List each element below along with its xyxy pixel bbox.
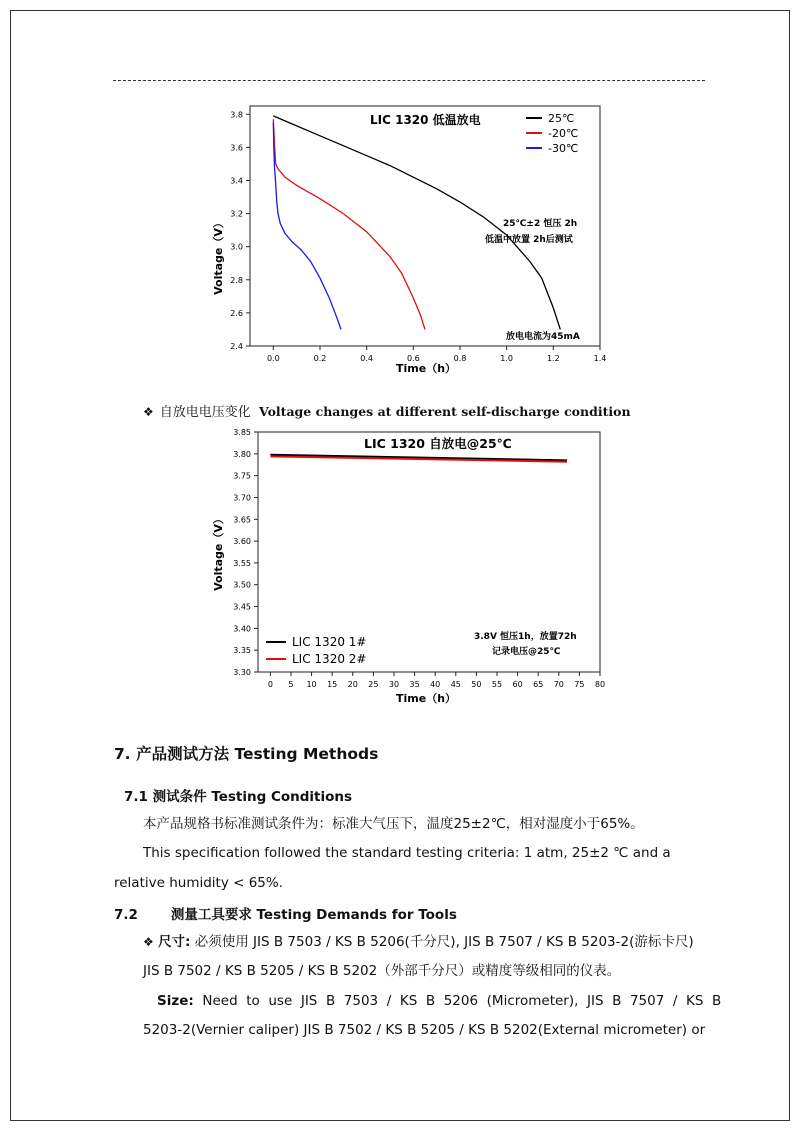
c2-ytick-label: 3.70 — [233, 493, 251, 503]
s71-en-line-1: This specification followed the standard testing criteria: 1 atm, 25±2 ℃ and a — [143, 845, 671, 861]
c2-xtick-label: 40 — [430, 680, 441, 689]
c1-legend-label-1: -20℃ — [548, 127, 579, 140]
s72-size-cn-line-1 — [143, 933, 694, 951]
c1-ytick-label: 3.0 — [230, 242, 243, 252]
chart2-annotation-2: 记录电压@25℃ — [492, 647, 561, 657]
c1-ytick-label: 2.6 — [230, 308, 243, 318]
c2-xtick-label: 70 — [553, 680, 564, 689]
chart2-title: LIC 1320 自放电@25℃ — [364, 436, 512, 451]
c2-ytick-label: 3.50 — [233, 580, 251, 590]
c1-ytick-label: 3.6 — [230, 143, 243, 153]
chart1-annotation-1: 25℃±2 恒压 2h — [503, 219, 578, 229]
chart1-annotation-3: 放电电流为45mA — [506, 332, 580, 342]
c2-legend-label-1: LIC 1320 2# — [292, 652, 367, 666]
s72-size-cn-label: 尺寸: — [158, 934, 191, 950]
caption-cn: 自放电电压变化 — [159, 405, 251, 420]
c2-ytick-label: 3.65 — [233, 515, 251, 525]
c2-ytick-label: 3.35 — [233, 646, 251, 656]
c1-ytick-label: 3.2 — [230, 209, 243, 219]
c1-xtick-label: 0.0 — [266, 354, 280, 363]
c1-xtick-label: 0.4 — [360, 354, 374, 363]
c2-xtick-label: 50 — [471, 680, 482, 689]
chart1-annotation-2: 低温中放置 2h后测试 — [485, 235, 573, 245]
s72-size-en-line-1 — [157, 992, 722, 1010]
c2-xtick-label: 15 — [327, 680, 338, 689]
chart2-ylabel: Voltage（V） — [212, 513, 225, 591]
c2-xtick-label: 80 — [594, 680, 606, 689]
c2-ytick-label: 3.60 — [233, 537, 251, 547]
c1-xtick-label: 1.4 — [593, 354, 607, 363]
caption-bullet-icon: ❖ — [143, 405, 154, 419]
low-temp-discharge-chart — [208, 98, 618, 380]
c2-ytick-label: 3.30 — [233, 668, 251, 677]
section-7-1-heading: 7.1 测试条件 Testing Conditions — [124, 789, 353, 805]
self-discharge-chart — [206, 424, 606, 708]
s72-size-en-text-1: Need to use JIS B 7503 / KS B 5206 (Micrometer), JIS B 7507 / KS B — [202, 993, 722, 1009]
c2-xtick-label: 55 — [491, 680, 503, 689]
c2-ytick-label: 3.80 — [233, 449, 251, 459]
chart2-annotation-1: 3.8V 恒压1h，放置72h — [474, 632, 577, 642]
c2-xtick-label: 0 — [267, 680, 273, 689]
s71-en-line-2: relative humidity < 65%. — [114, 875, 284, 891]
c2-xtick-label: 75 — [574, 680, 585, 689]
c2-xtick-label: 65 — [533, 680, 544, 689]
c1-legend-label-0: 25℃ — [548, 112, 575, 125]
c1-xtick-label: 1.0 — [500, 354, 514, 363]
caption-en: Voltage changes at different self-discharge condition — [259, 404, 631, 419]
c2-ytick-label: 3.40 — [233, 624, 251, 634]
c2-xtick-label: 10 — [306, 680, 317, 689]
c2-ytick-label: 3.75 — [233, 471, 251, 481]
c1-xtick-label: 0.6 — [406, 354, 420, 363]
s72-size-en-label: Size: — [157, 993, 194, 1009]
s72-bullet-icon: ❖ — [143, 935, 154, 949]
c2-xtick-label: 35 — [409, 680, 420, 689]
c2-xtick-label: 20 — [347, 680, 358, 689]
c2-ytick-label: 3.45 — [233, 602, 251, 612]
c2-legend-label-0: LIC 1320 1# — [292, 635, 367, 649]
c2-xtick-label: 25 — [368, 680, 379, 689]
c2-ytick-label: 3.85 — [233, 428, 251, 437]
c1-ytick-label: 3.8 — [230, 110, 243, 120]
s72-size-cn-line-2: JIS B 7502 / KS B 5205 / KS B 5202（外部千分尺）或精度等级相同的仪表。 — [143, 963, 621, 979]
c1-xtick-label: 0.2 — [313, 354, 327, 363]
chart2-caption — [143, 401, 631, 420]
c2-xtick-label: 45 — [450, 680, 461, 689]
chart1-ylabel: Voltage（V） — [212, 217, 225, 295]
c2-xtick-label: 30 — [388, 680, 400, 689]
section-7-2-heading: 7.2 测量工具要求 Testing Demands for Tools — [114, 907, 457, 923]
c1-ytick-label: 2.8 — [230, 275, 243, 285]
header-dashed-rule — [113, 80, 705, 81]
c1-legend-label-2: -30℃ — [548, 142, 579, 155]
c1-series-line-1 — [273, 119, 425, 329]
s72-size-cn-text-1: 必须使用 JIS B 7503 / KS B 5206(千分尺), JIS B 7507 / KS B 5203-2(游标卡尺) — [194, 934, 694, 950]
chart1-xlabel: Time（h） — [396, 362, 457, 375]
section-7-heading: 7. 产品测试方法 Testing Methods — [114, 745, 379, 763]
c2-xtick-label: 5 — [288, 680, 294, 689]
c1-series-line-2 — [273, 123, 341, 330]
c1-ytick-label: 2.4 — [230, 342, 243, 351]
s71-cn-paragraph: 本产品规格书标准测试条件为：标准大气压下，温度25±2℃，相对湿度小于65%。 — [143, 816, 644, 832]
c1-xtick-label: 0.8 — [453, 354, 467, 363]
c2-ytick-label: 3.55 — [233, 558, 251, 568]
c1-xtick-label: 1.2 — [546, 354, 560, 363]
c2-xtick-label: 60 — [512, 680, 523, 689]
s72-size-en-line-2: 5203-2(Vernier caliper) JIS B 7502 / KS B 5205 / KS B 5202(External micrometer) or — [143, 1022, 706, 1038]
chart2-xlabel: Time（h） — [396, 692, 457, 705]
c1-ytick-label: 3.4 — [230, 176, 243, 186]
chart1-title: LIC 1320 低温放电 — [370, 113, 481, 127]
